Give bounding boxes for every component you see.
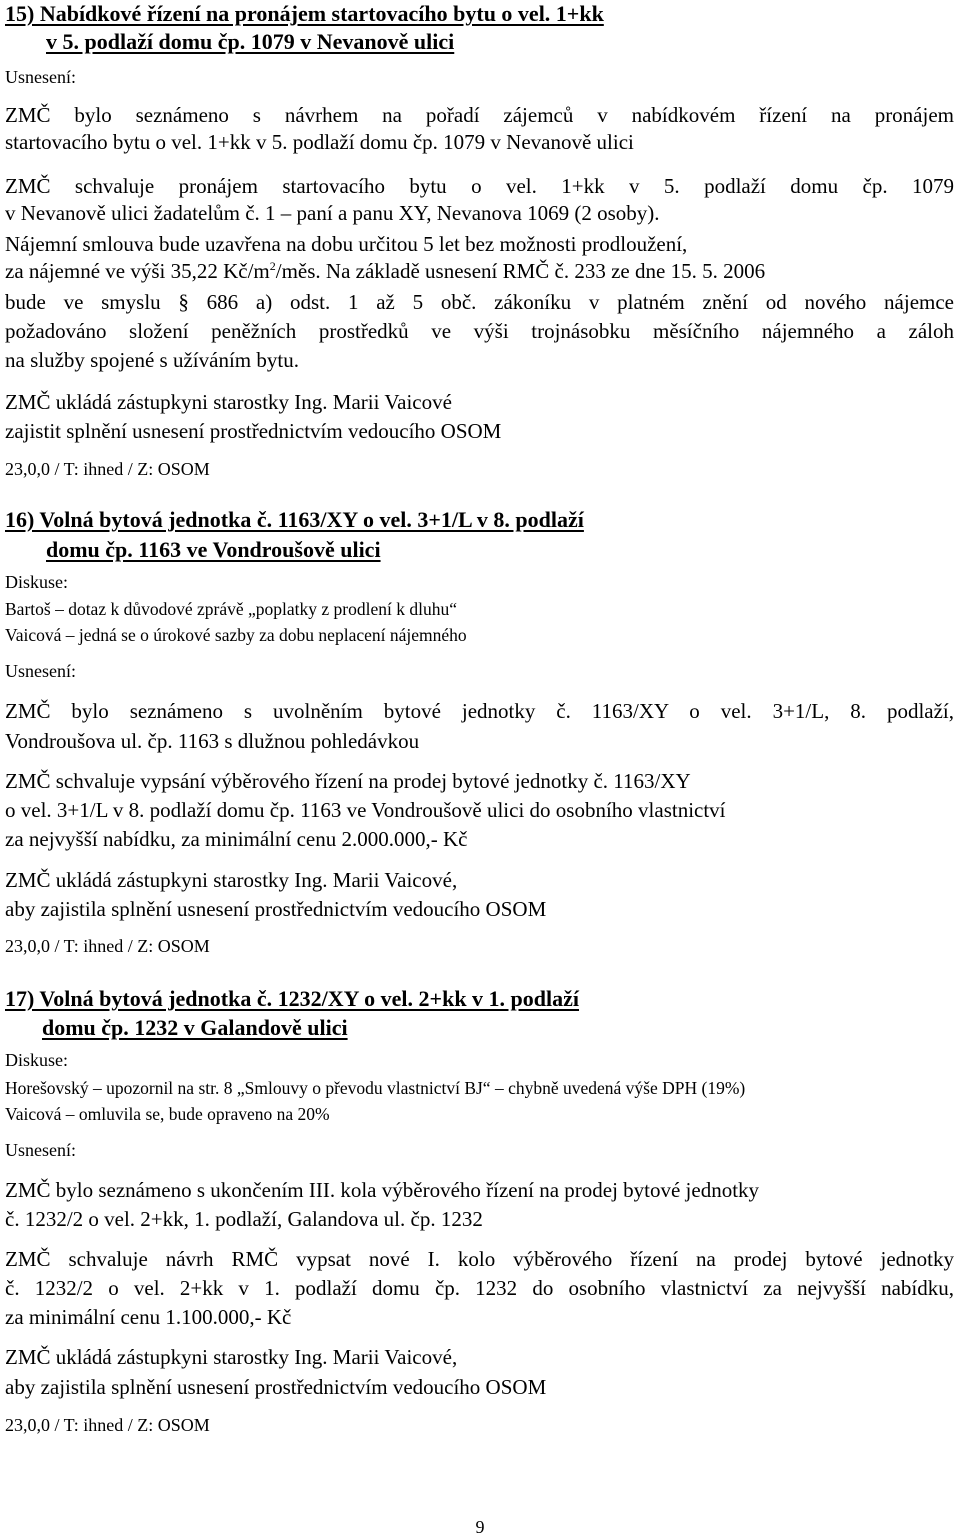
s15-p3-line2: zajistit splnění usnesení prostřednictvím vedoucího OSOM bbox=[5, 419, 502, 443]
s17-heading-line2: domu čp. 1232 v Galandově ulici bbox=[42, 1015, 348, 1040]
s15-p3-line1: ZMČ ukládá zástupkyni starostky Ing. Marii Vaicové bbox=[5, 390, 452, 414]
s15-heading-line1: 15) Nabídkové řízení na pronájem startovacího bytu o vel. 1+kk bbox=[5, 1, 604, 26]
s17-p1-line2: č. 1232/2 o vel. 2+kk, 1. podlaží, Galandova ul. čp. 1232 bbox=[5, 1207, 483, 1231]
s17-heading-line1: 17) Volná bytová jednotka č. 1232/XY o vel. 2+kk v 1. podlaží bbox=[5, 986, 580, 1011]
s15-p2-line7: na služby spojené s užíváním bytu. bbox=[5, 348, 299, 372]
s17-p2-line1: ZMČ schvaluje návrh RMČ vypsat nové I. kolo výběrového řízení na prodej bytové jednotky bbox=[5, 1247, 954, 1271]
s17-discussion-line2: Vaicová – omluvila se, bude opraveno na 20% bbox=[5, 1104, 330, 1124]
s17-usneseni-label: Usnesení: bbox=[5, 1140, 76, 1160]
s16-p3-line2: aby zajistila splnění usnesení prostřednictvím vedoucího OSOM bbox=[5, 897, 547, 921]
s17-discussion-line1: Horešovský – upozornil na str. 8 „Smlouvy o převodu vlastnictví BJ“ – chybně uvedená výše DPH (19%) bbox=[5, 1078, 746, 1098]
s17-diskuse-label: Diskuse: bbox=[5, 1050, 68, 1070]
s17-p3-line1: ZMČ ukládá zástupkyni starostky Ing. Marii Vaicové, bbox=[5, 1345, 458, 1369]
s15-p1-line2: startovacího bytu o vel. 1+kk v 5. podlaží domu čp. 1079 v Nevanově ulici bbox=[5, 130, 634, 154]
s16-p2-line2: o vel. 3+1/L v 8. podlaží domu čp. 1163 ve Vondroušově ulici do osobního vlastnictví bbox=[5, 798, 726, 822]
s15-vote: 23,0,0 / T: ihned / Z: OSOM bbox=[5, 459, 210, 479]
s16-heading-line2: domu čp. 1163 ve Vondroušově ulici bbox=[46, 537, 381, 562]
s16-p1-line2: Vondroušova ul. čp. 1163 s dlužnou pohledávkou bbox=[5, 729, 420, 753]
s16-heading-line1: 16) Volná bytová jednotka č. 1163/XY o vel. 3+1/L v 8. podlaží bbox=[5, 507, 584, 532]
s15-p2-line1: ZMČ schvaluje pronájem startovacího bytu o vel. 1+kk v 5. podlaží domu čp. 1079 bbox=[5, 174, 954, 198]
s15-heading-line2: v 5. podlaží domu čp. 1079 v Nevanově ulici bbox=[46, 29, 455, 54]
s17-p2-line2: č. 1232/2 o vel. 2+kk v 1. podlaží domu čp. 1232 do osobního vlastnictví za nejvyšší nabídku, bbox=[5, 1276, 954, 1300]
page-number: 9 bbox=[475, 1517, 485, 1537]
s15-p1-line1: ZMČ bylo seznámeno s návrhem na pořadí zájemců v nabídkovém řízení na pronájem bbox=[5, 103, 954, 127]
s16-p2-line1: ZMČ schvaluje vypsání výběrového řízení na prodej bytové jednotky č. 1163/XY bbox=[5, 769, 691, 793]
s16-discussion-line1: Bartoš – dotaz k důvodové zprávě „poplatky z prodlení k dluhu“ bbox=[5, 599, 457, 619]
s16-p1-line1: ZMČ bylo seznámeno s uvolněním bytové jednotky č. 1163/XY o vel. 3+1/L, 8. podlaží, bbox=[5, 699, 954, 723]
s15-p2-superscript: 2 bbox=[269, 259, 276, 273]
s15-p2-line3: Nájemní smlouva bude uzavřena na dobu určitou 5 let bez možnosti prodloužení, bbox=[5, 232, 688, 256]
s17-p3-line2: aby zajistila splnění usnesení prostřednictvím vedoucího OSOM bbox=[5, 1375, 547, 1399]
s15-p2-line4-b: /měs. Na základě usnesení RMČ č. 233 ze dne 15. 5. 2006 bbox=[275, 259, 766, 283]
s17-p1-line1: ZMČ bylo seznámeno s ukončením III. kola výběrového řízení na prodej bytové jednotky bbox=[5, 1178, 760, 1202]
s17-p2-line3: za minimální cenu 1.100.000,- Kč bbox=[5, 1305, 292, 1329]
s16-p2-line3: za nejvyšší nabídku, za minimální cenu 2.000.000,- Kč bbox=[5, 827, 468, 851]
s16-p3-line1: ZMČ ukládá zástupkyni starostky Ing. Marii Vaicové, bbox=[5, 868, 458, 892]
s16-vote: 23,0,0 / T: ihned / Z: OSOM bbox=[5, 936, 210, 956]
s16-usneseni-label: Usnesení: bbox=[5, 661, 76, 681]
s16-diskuse-label: Diskuse: bbox=[5, 572, 68, 592]
s15-p2-line6: požadováno složení peněžních prostředků ve výši trojnásobku měsíčního nájemného a záloh bbox=[5, 319, 954, 343]
s17-vote: 23,0,0 / T: ihned / Z: OSOM bbox=[5, 1415, 210, 1435]
s15-p2-line5: bude ve smyslu § 686 a) odst. 1 až 5 obč. zákoníku v platném znění od nového nájemce bbox=[5, 290, 954, 314]
s15-p2-line4 bbox=[5, 261, 954, 282]
s15-usneseni-label: Usnesení: bbox=[5, 67, 76, 87]
s15-p2-line4-a: za nájemné ve výši 35,22 Kč/m bbox=[5, 259, 270, 283]
s16-discussion-line2: Vaicová – jedná se o úrokové sazby za dobu neplacení nájemného bbox=[5, 625, 467, 645]
s15-p2-line2: v Nevanově ulici žadatelům č. 1 – paní a panu XY, Nevanova 1069 (2 osoby). bbox=[5, 201, 660, 225]
